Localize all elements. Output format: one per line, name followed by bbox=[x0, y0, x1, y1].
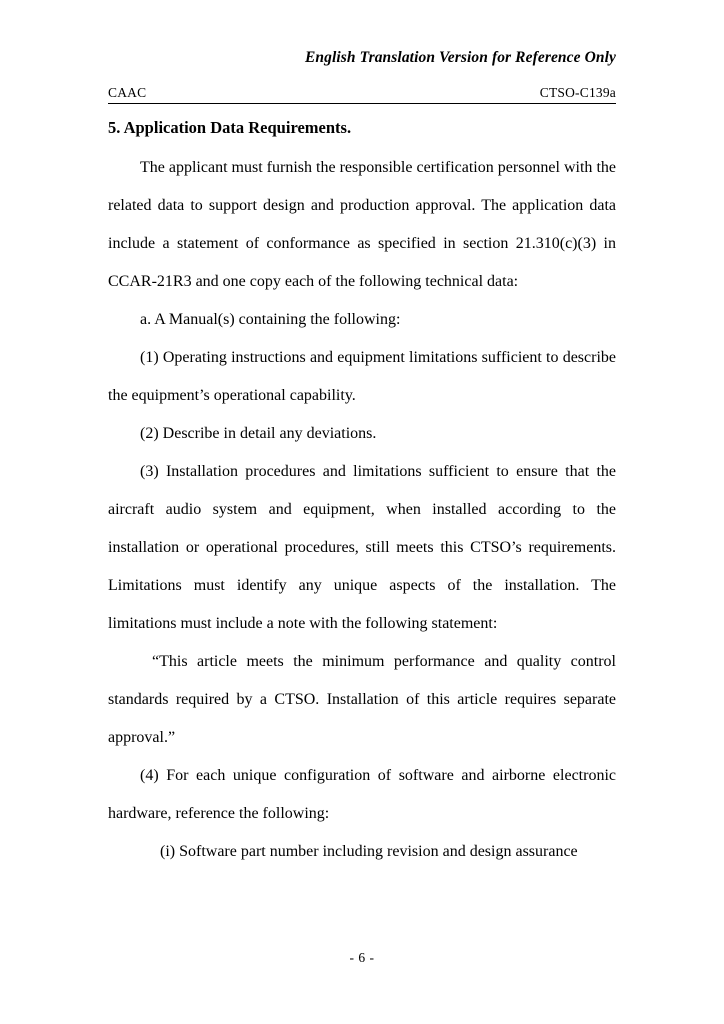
running-head: English Translation Version for Reference Only bbox=[304, 49, 616, 66]
page-content bbox=[108, 0, 616, 871]
paragraph-item-4: (4) For each unique configuration of software and airborne electronic hardware, reference the following: bbox=[108, 767, 616, 822]
paragraph-item-1: (1) Operating instructions and equipment limitations sufficient to describe the equipment’s operational capability. bbox=[108, 349, 616, 404]
paragraph-intro: The applicant must furnish the responsible certification personnel with the related data to support design and production approval. The application data include a statement of conformance as specified in section 21.310(c)(3) in CCAR-21R3 and one copy each of the following technical data: bbox=[108, 159, 616, 290]
paragraph-item-i: (i) Software part number including revision and design assurance bbox=[160, 843, 578, 860]
header-organization: CAAC bbox=[108, 85, 147, 100]
paragraph-item-2: (2) Describe in detail any deviations. bbox=[140, 425, 377, 442]
paragraph-item-3: (3) Installation procedures and limitations sufficient to ensure that the aircraft audio system and equipment, when installed according to the installation or operational procedures, still meets this CTSO’s requirements. Limitations must identify any unique aspects of the installation. The limitations must include a note with the following statement: bbox=[108, 463, 616, 632]
paragraph-quoted-statement: “This article meets the minimum performance and quality control standards required by a CTSO. Installation of this article requires separate approval.” bbox=[108, 653, 616, 746]
page-header bbox=[108, 85, 616, 104]
page-number-footer: - 6 - bbox=[349, 950, 375, 965]
paragraph-item-a: a. A Manual(s) containing the following: bbox=[140, 311, 401, 328]
header-document-number: CTSO-C139a bbox=[539, 85, 616, 100]
section-heading: 5. Application Data Requirements. bbox=[108, 118, 352, 137]
